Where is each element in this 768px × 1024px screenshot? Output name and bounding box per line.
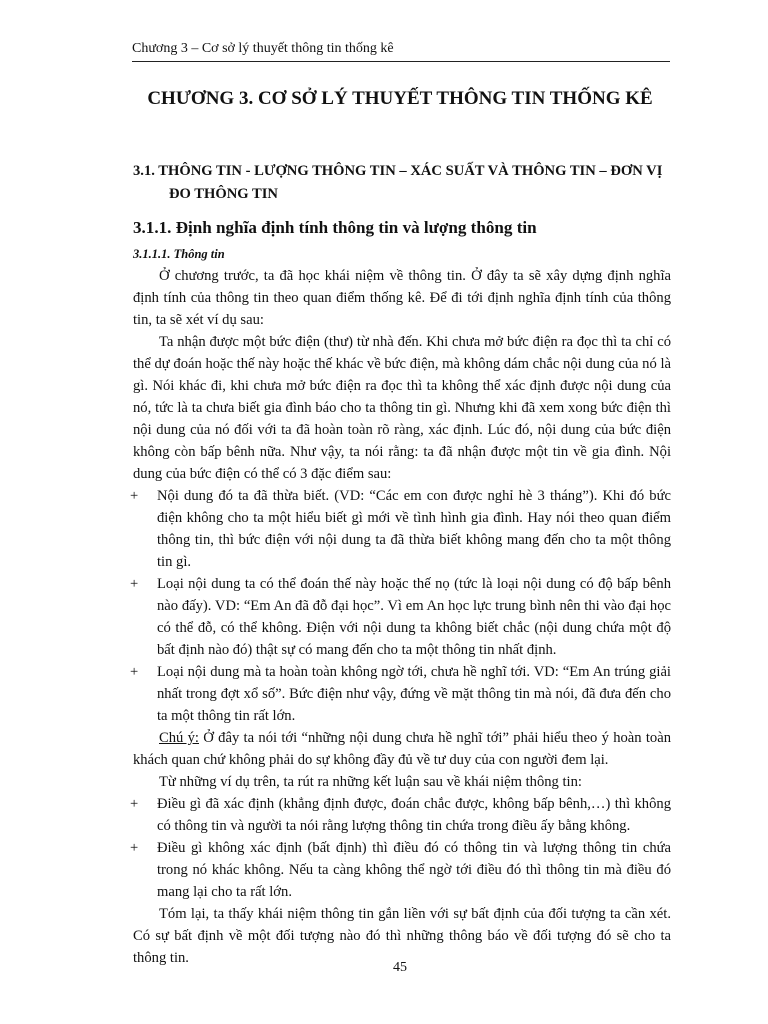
plus-icon: +: [130, 488, 139, 504]
section-title: 3.1. THÔNG TIN - LƯỢNG THÔNG TIN – XÁC SUẤT VÀ THÔNG TIN – ĐƠN VỊ ĐO THÔNG TIN: [133, 163, 663, 202]
paragraph-note: [133, 727, 671, 771]
paragraph-intro: Ở chương trước, ta đã học khái niệm về thông tin. Ở đây ta sẽ xây dựng định nghĩa định tính của thông tin theo quan điểm thống kê. Để đi tới định nghĩa định tính của thông tin, ta sẽ xét ví dụ sau:: [133, 268, 671, 328]
list-item: [130, 837, 671, 903]
plus-icon: +: [130, 796, 139, 812]
bullet-list-conclusions: [130, 793, 671, 903]
plus-icon: +: [130, 840, 139, 856]
note-text: Ở đây ta nói tới “những nội dung chưa hề nghĩ tới” phải hiểu theo ý hoàn toàn khách quan chứ không phải do sự không đầy đủ về tư duy của con người đem lại.: [133, 730, 671, 768]
subsubsection-title: 3.1.1.1. Thông tin: [133, 247, 225, 261]
paragraph-example: Ta nhận được một bức điện (thư) từ nhà đến. Khi chưa mở bức điện ra đọc thì ta chỉ có thể dự đoán hoặc thế này hoặc thế khác về bức điện, mà không dám chắc nội dung của nó là gì. Nói khác đi, khi chưa mở bức điện ra đọc thì ta không thể xác định được nội dung của nó, tức là ta chưa biết gia đình báo cho ta thông tin gì. Nhưng khi đã xem xong bức điện thì nội dung của nó đối với ta đã hoàn toàn rõ ràng, xác định. Lúc đó, nội dung của bức điện không còn bấp bênh nữa. Như vậy, ta nói rằng: ta đã nhận được một tin về gia đình. Nội dung của bức điện có thể có 3 đặc điểm sau:: [133, 334, 671, 482]
list-item-text: Điều gì không xác định (bất định) thì điều đó có thông tin và lượng thông tin chứa trong nó khác không. Nếu ta càng không thể ngờ tới điều đó thì thông tin mà điều đó mang lại cho ta rất lớn.: [157, 840, 671, 900]
bullet-list-characteristics: [130, 485, 671, 727]
page-content: [130, 160, 671, 969]
paragraph-summary: Tóm lại, ta thấy khái niệm thông tin gắn liền với sự bất định của đối tượng ta cần xét. Có sự bất định về một đối tượng nào đó thì những thông báo về đối tượng đó sẽ cho ta thông tin.: [133, 906, 671, 966]
plus-icon: +: [130, 664, 139, 680]
list-item: [130, 573, 671, 661]
plus-icon: +: [130, 576, 139, 592]
list-item: [130, 485, 671, 573]
list-item: [130, 793, 671, 837]
list-item-text: Điều gì đã xác định (khẳng định được, đoán chắc được, không bấp bênh,…) thì không có thông tin và người ta nói rằng lượng thông tin chứa trong điều ấy bằng không.: [157, 796, 671, 834]
subsection-title: 3.1.1. Định nghĩa định tính thông tin và lượng thông tin: [133, 218, 537, 237]
chapter-title: CHƯƠNG 3. CƠ SỞ LÝ THUYẾT THÔNG TIN THỐNG KÊ: [147, 88, 653, 109]
list-item: [130, 661, 671, 727]
page-number: 45: [393, 960, 407, 975]
list-item-text: Nội dung đó ta đã thừa biết. (VD: “Các em con được nghỉ hè 3 tháng”). Khi đó bức điện không cho ta một hiểu biết gì mới về tình hình gia đình. Hay nói theo quan điểm thông tin, thì bức điện với nội dung ta đã thừa biết không mang đến cho ta một thông tin gì.: [157, 488, 671, 570]
header-rule: [132, 61, 670, 62]
running-header: Chương 3 – Cơ sở lý thuyết thông tin thống kê: [132, 41, 394, 56]
note-label: Chú ý:: [159, 730, 199, 746]
paragraph-conclusions-intro: Từ những ví dụ trên, ta rút ra những kết luận sau về khái niệm thông tin:: [159, 774, 582, 790]
list-item-text: Loại nội dung ta có thể đoán thế này hoặc thế nọ (tức là loại nội dung có độ bấp bênh nào đấy). VD: “Em An đã đỗ đại học”. Vì em An học lực trung bình nên thi vào đại học có thể đỗ, có thể không. Điện với nội dung ta không biết chắc (nội dung chứa một độ bất định nào đó) thật sự có mang đến cho ta một thông tin nhất định.: [157, 576, 671, 658]
list-item-text: Loại nội dung mà ta hoàn toàn không ngờ tới, chưa hề nghĩ tới. VD: “Em An trúng giải nhất trong đợt xổ số”. Bức điện như vậy, đứng về mặt thông tin mà nói, đã đưa đến cho ta một thông tin rất lớn.: [157, 664, 671, 724]
